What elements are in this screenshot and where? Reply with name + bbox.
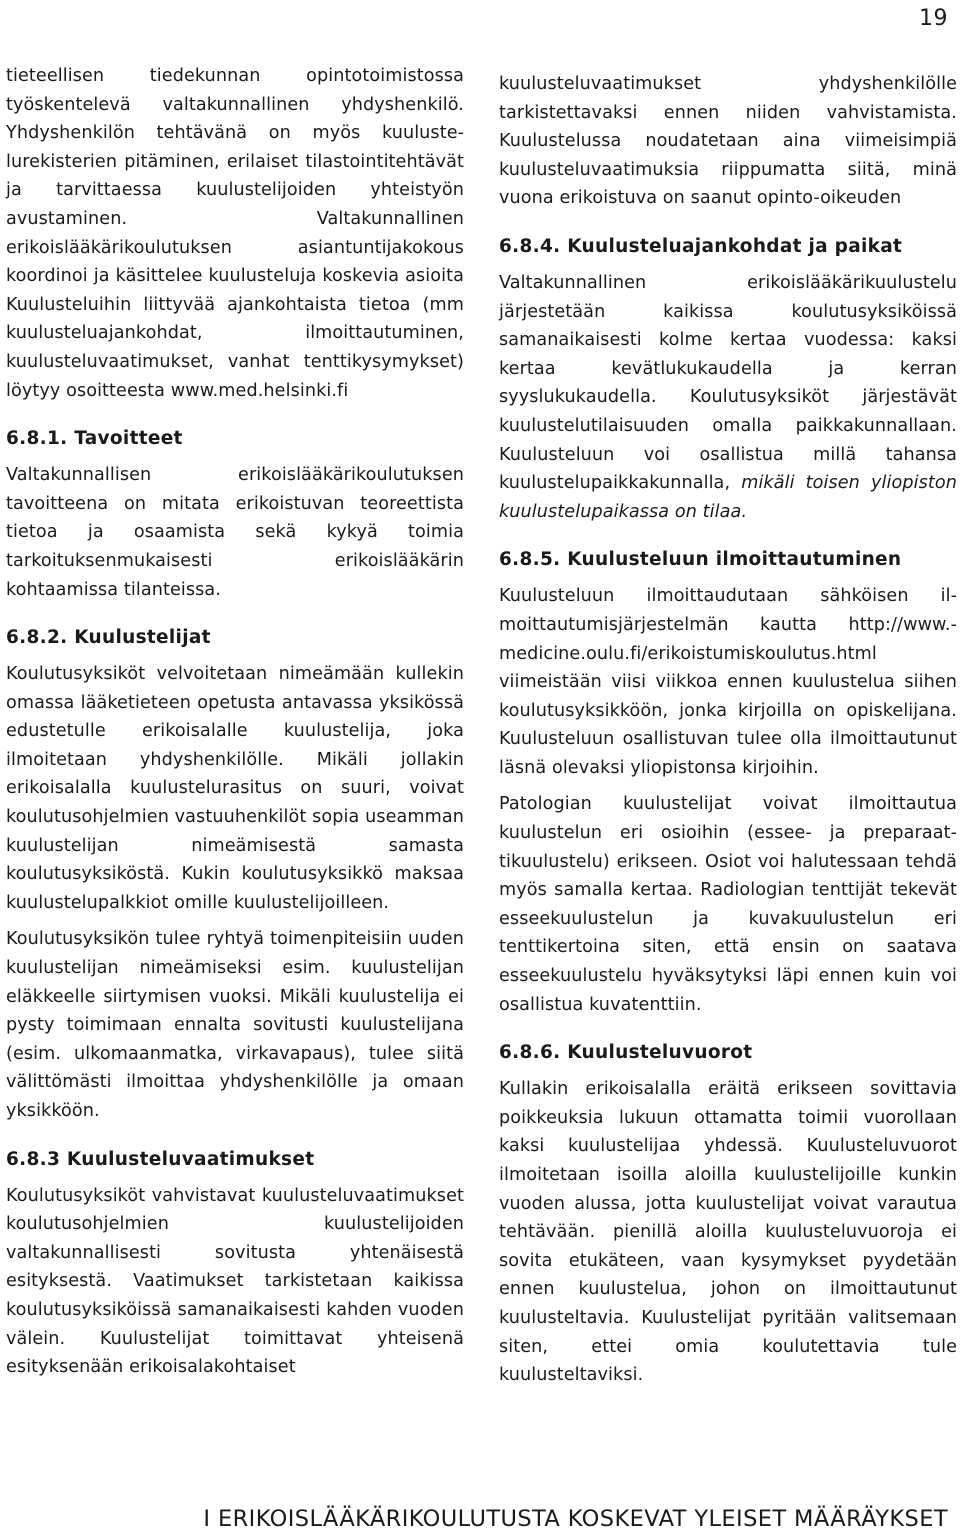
right-column [499,70,957,1390]
kuulusteluvaatimukset-paragraph: Koulutusyksiköt vahvistavat kuulusteluvaatimukset koulutusohjelmien kuulustelijoiden valtakunnallisesti sovitusta yhtenäisestä esityksestä. Vaatimukset tarkistetaan kaikissa koulutusyksiköissä samanaikaisesti kahden vuoden välein. Kuulustelijat toimittavat yhteisenä esityksenään erikoisalakohtaiset [6,1185,464,1378]
heading-6-8-1-tavoitteet: 6.8.1. Tavoitteet [6,428,183,450]
kuulusteluvuorot-paragraph: Kullakin erikoisalalla eräitä erikseen sovittavia poikkeuksia lukuun ottamatta toimii vuorollaan kaksi kuulustelijaa yhdessä. Kuulusteluvuorot ilmoitetaan isoilla aloilla kuulustelijoille kunkin vuoden alussa, jotta kuulustelijat voivat varautua tehtävään. pienillä aloilla kuulusteluvuoroja ei sovita etukäteen, vaan kysymykset pyydetään ennen kuulustelua, johon on ilmoittautunut kuulusteltavia. Kuulustelijat pyritään valitsemaan siten, ettei omia koulutettavia tule kuulusteltaviksi. [499,1079,957,1386]
heading-6-8-5-ilmoittautuminen: 6.8.5. Kuulusteluun ilmoittautuminen [499,549,902,571]
ajankohdat-italic-text: mikäli toisen yliopiston kuulustelupaikassa on tilaa. [499,473,957,522]
kuulustelijat-paragraph-2: Koulutusyksikön tulee ryhtyä toimenpiteisiin uuden kuulustelijan nimeämiseksi esim. kuulustelijan eläkkeelle siirtymisen vuoksi. Mikäli kuulustelija ei pysty toimimaan ennalta sovitusti kuulustelijana (esim. ulkomaanmatka, virkavapaus), tulee siitä välittömästi ilmoittaa yhdyshenkilölle ja omaan yksikköön. [6,929,464,1121]
running-footer: I ERIKOISLÄÄKÄRIKOULUTUSTA KOSKEVAT YLEISET MÄÄRÄYKSET [203,1506,948,1532]
heading-6-8-6-kuulusteluvuorot: 6.8.6. Kuulusteluvuorot [499,1042,753,1064]
heading-6-8-3-kuulusteluvaatimukset: 6.8.3 Kuulusteluvaatimukset [6,1148,315,1170]
heading-6-8-4-ajankohdat: 6.8.4. Kuulusteluajankohdat ja paikat [499,235,903,257]
ajankohdat-paragraph [499,269,957,526]
continued-paragraph: kuulusteluvaatimukset yhdyshenkilölle tarkistettavaksi ennen niiden vahvistamista. Kuulustelussa noudatetaan aina viimeisimpiä kuulusteluvaatimuksia riippumatta siitä, minä vuona erikoistuva on saanut opinto-oikeuden [499,74,957,209]
ajankohdat-text: Valtakunnallinen erikoislääkärikuulustelu järjestetään kaikissa koulutusyksiköissä samanaikaisesti kolme kertaa vuodessa: kaksi kertaa kevätlukukaudella ja kerran syyslukukaudella. Koulutusyksiköt järjestävät kuulustelutilaisuuden omalla paikkakunnallaan. Kuulusteluun voi osallistua millä tahansa kuulustelupaikkakunnalla, [499,272,957,494]
heading-6-8-2-kuulustelijat: 6.8.2. Kuulustelijat [6,627,211,649]
tavoitteet-paragraph: Valtakunnallisen erikoislääkärikoulutuksen tavoitteena on mitata erikoistuvan teoreettista tietoa ja osaamista sekä kykyä toimia tarkoituksenmukaisesti erikoislääkärin kohtaamissa tilanteissa. [6,465,464,600]
ilmoittautuminen-paragraph-2: Patologian kuulustelijat voivat ilmoittautua kuulustelun eri osioihin (essee- ja preparaattikuulustelu) erikseen. Osiot voi halutessaan tehdä myös samalla kertaa. Radiologian tenttijät tekevät esseekuulustelun ja kuvakuulustelun eri tenttikertoina siten, että ensin on saatava esseekuulustelu hyväksytyksi läpi ennen kuin voi osallistua kuvatenttiin. [499,794,957,1015]
ilmoittautuminen-paragraph-1: Kuulusteluun ilmoittaudutaan sähköisen ilmoittautumisjärjestelmän kautta http://www.medicine.oulu.fi/erikoistumiskoulutus.html viimeistään viisi viikkoa ennen kuulustelua siihen koulutusyksikköön, jonka kirjoilla on opiskelijana. Kuulusteluun osallistuvan tulee olla ilmoittautunut läsnä olevaksi yliopistonsa kirjoihin. [499,586,957,778]
page-number: 19 [919,6,948,31]
intro-paragraph: tieteellisen tiedekunnan opintotoimistossa työskentelevä valtakunnallinen yhdyshenkilö. Yhdyshenkilön tehtävänä on myös kuulustelurekisterien pitäminen, erilaiset tilastointitehtävät ja tarvittaessa kuulustelijoiden yhteistyön avustaminen. Valtakunnallinen erikoislääkärikoulutuksen asiantuntijakokous koordinoi ja käsittelee kuulusteluja koskevia asioita Kuulusteluihin liittyvää ajankohtaista tietoa (mm kuulusteluajankohdat, ilmoittautuminen, kuulusteluvaatimukset, vanhat tenttikysymykset) löytyy osoitteesta www.med.helsinki.fi [6,66,464,401]
kuulustelijat-paragraph-1: Koulutusyksiköt velvoitetaan nimeämään kullekin omassa lääketieteen opetusta antavassa yksikössä edustetulle erikoisalalle kuulustelija, joka ilmoitetaan yhdyshenkilölle. Mikäli jollakin erikoisalalla kuulustelurasitus on suuri, voivat koulutusohjelmien vastuuhenkilöt sopia useamman kuulustelijan nimeämisestä samasta koulutusyksiköstä. Kukin koulutusyksikkö maksaa kuulustelupalkkiot omille kuulustelijoilleen. [6,664,464,913]
left-column [6,62,464,1382]
